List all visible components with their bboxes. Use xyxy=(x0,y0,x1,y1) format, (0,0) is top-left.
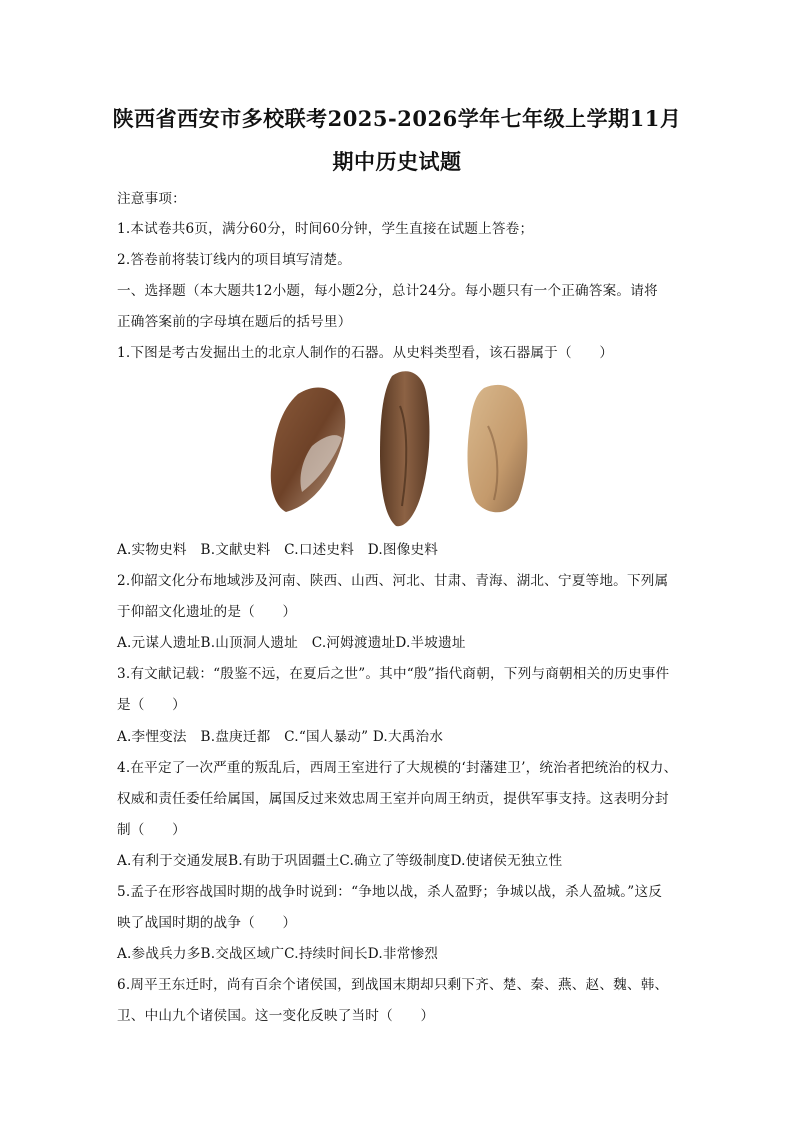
exam-title-line1: 陕西省西安市多校联考2025-2026学年七年级上学期11月 xyxy=(112,106,682,131)
question-4-stem-line3: 制（ ） xyxy=(117,822,186,838)
question-4-stem-line1: 4.在平定了一次严重的叛乱后，西周王室进行了大规模的‘封藩建卫’，统治者把统治的权力、 xyxy=(117,760,678,776)
notes-heading: 注意事项： xyxy=(117,191,186,207)
question-3-options: A.李悝变法 B.盘庚迁都 C.“国人暴动” D.大禹治水 xyxy=(117,729,444,745)
question-5-stem-line1: 5.孟子在形容战国时期的战争时说到：“争地以战，杀人盈野；争城以战，杀人盈城。”这反 xyxy=(117,884,663,900)
question-2-stem-line1: 2.仰韶文化分布地域涉及河南、陕西、山西、河北、甘肃、青海、湖北、宁夏等地。下列属 xyxy=(117,573,669,589)
question-6-stem-line2: 卫、中山九个诸侯国。这一变化反映了当时（ ） xyxy=(117,1008,435,1024)
exam-title-line2: 期中历史试题 xyxy=(332,149,462,174)
question-5-stem-line2: 映了战国时期的战争（ ） xyxy=(117,915,297,931)
question-3-stem-line1: 3.有文献记载：“殷鉴不远，在夏后之世”。其中“殷”指代商朝，下列与商朝相关的历史事件 xyxy=(117,666,670,682)
section-heading-line1: 一、选择题（本大题共12小题，每小题2分，总计24分。每小题只有一个正确答案。请将 xyxy=(117,283,658,299)
notes-item-1: 1.本试卷共6页，满分60分，时间60分钟，学生直接在试题上答卷； xyxy=(117,221,534,237)
question-1-stem: 1.下图是考古发掘出土的北京人制作的石器。从史料类型看，该石器属于（ ） xyxy=(117,345,614,361)
question-2-stem-line2: 于仰韶文化遗址的是（ ） xyxy=(117,604,297,620)
question-4-stem-line2: 权威和责任委任给属国，属国反过来效忠周王室并向周王纳贡，提供军事支持。这表明分封 xyxy=(117,791,669,807)
section-heading-line2: 正确答案前的字母填在题后的括号里） xyxy=(117,314,352,330)
stone-tool-right xyxy=(468,385,528,512)
notes-item-2: 2.答卷前将装订线内的项目填写清楚。 xyxy=(117,252,352,268)
question-2-options: A.元谋人遗址B.山顶洞人遗址 C.河姆渡遗址D.半坡遗址 xyxy=(117,635,466,651)
question-6-stem-line1: 6.周平王东迁时，尚有百余个诸侯国，到战国末期却只剩下齐、楚、秦、燕、赵、魏、韩、 xyxy=(117,977,669,993)
stone-tools-photo xyxy=(262,366,552,531)
question-1-options: A.实物史料 B.文献史料 C.口述史料 D.图像史料 xyxy=(117,542,439,558)
stone-tool-middle xyxy=(380,371,429,526)
question-4-options: A.有利于交通发展B.有助于巩固疆土C.确立了等级制度D.使诸侯无独立性 xyxy=(117,853,563,869)
question-5-options: A.参战兵力多B.交战区域广C.持续时间长D.非常惨烈 xyxy=(117,946,439,962)
question-3-stem-line2: 是（ ） xyxy=(117,697,186,713)
